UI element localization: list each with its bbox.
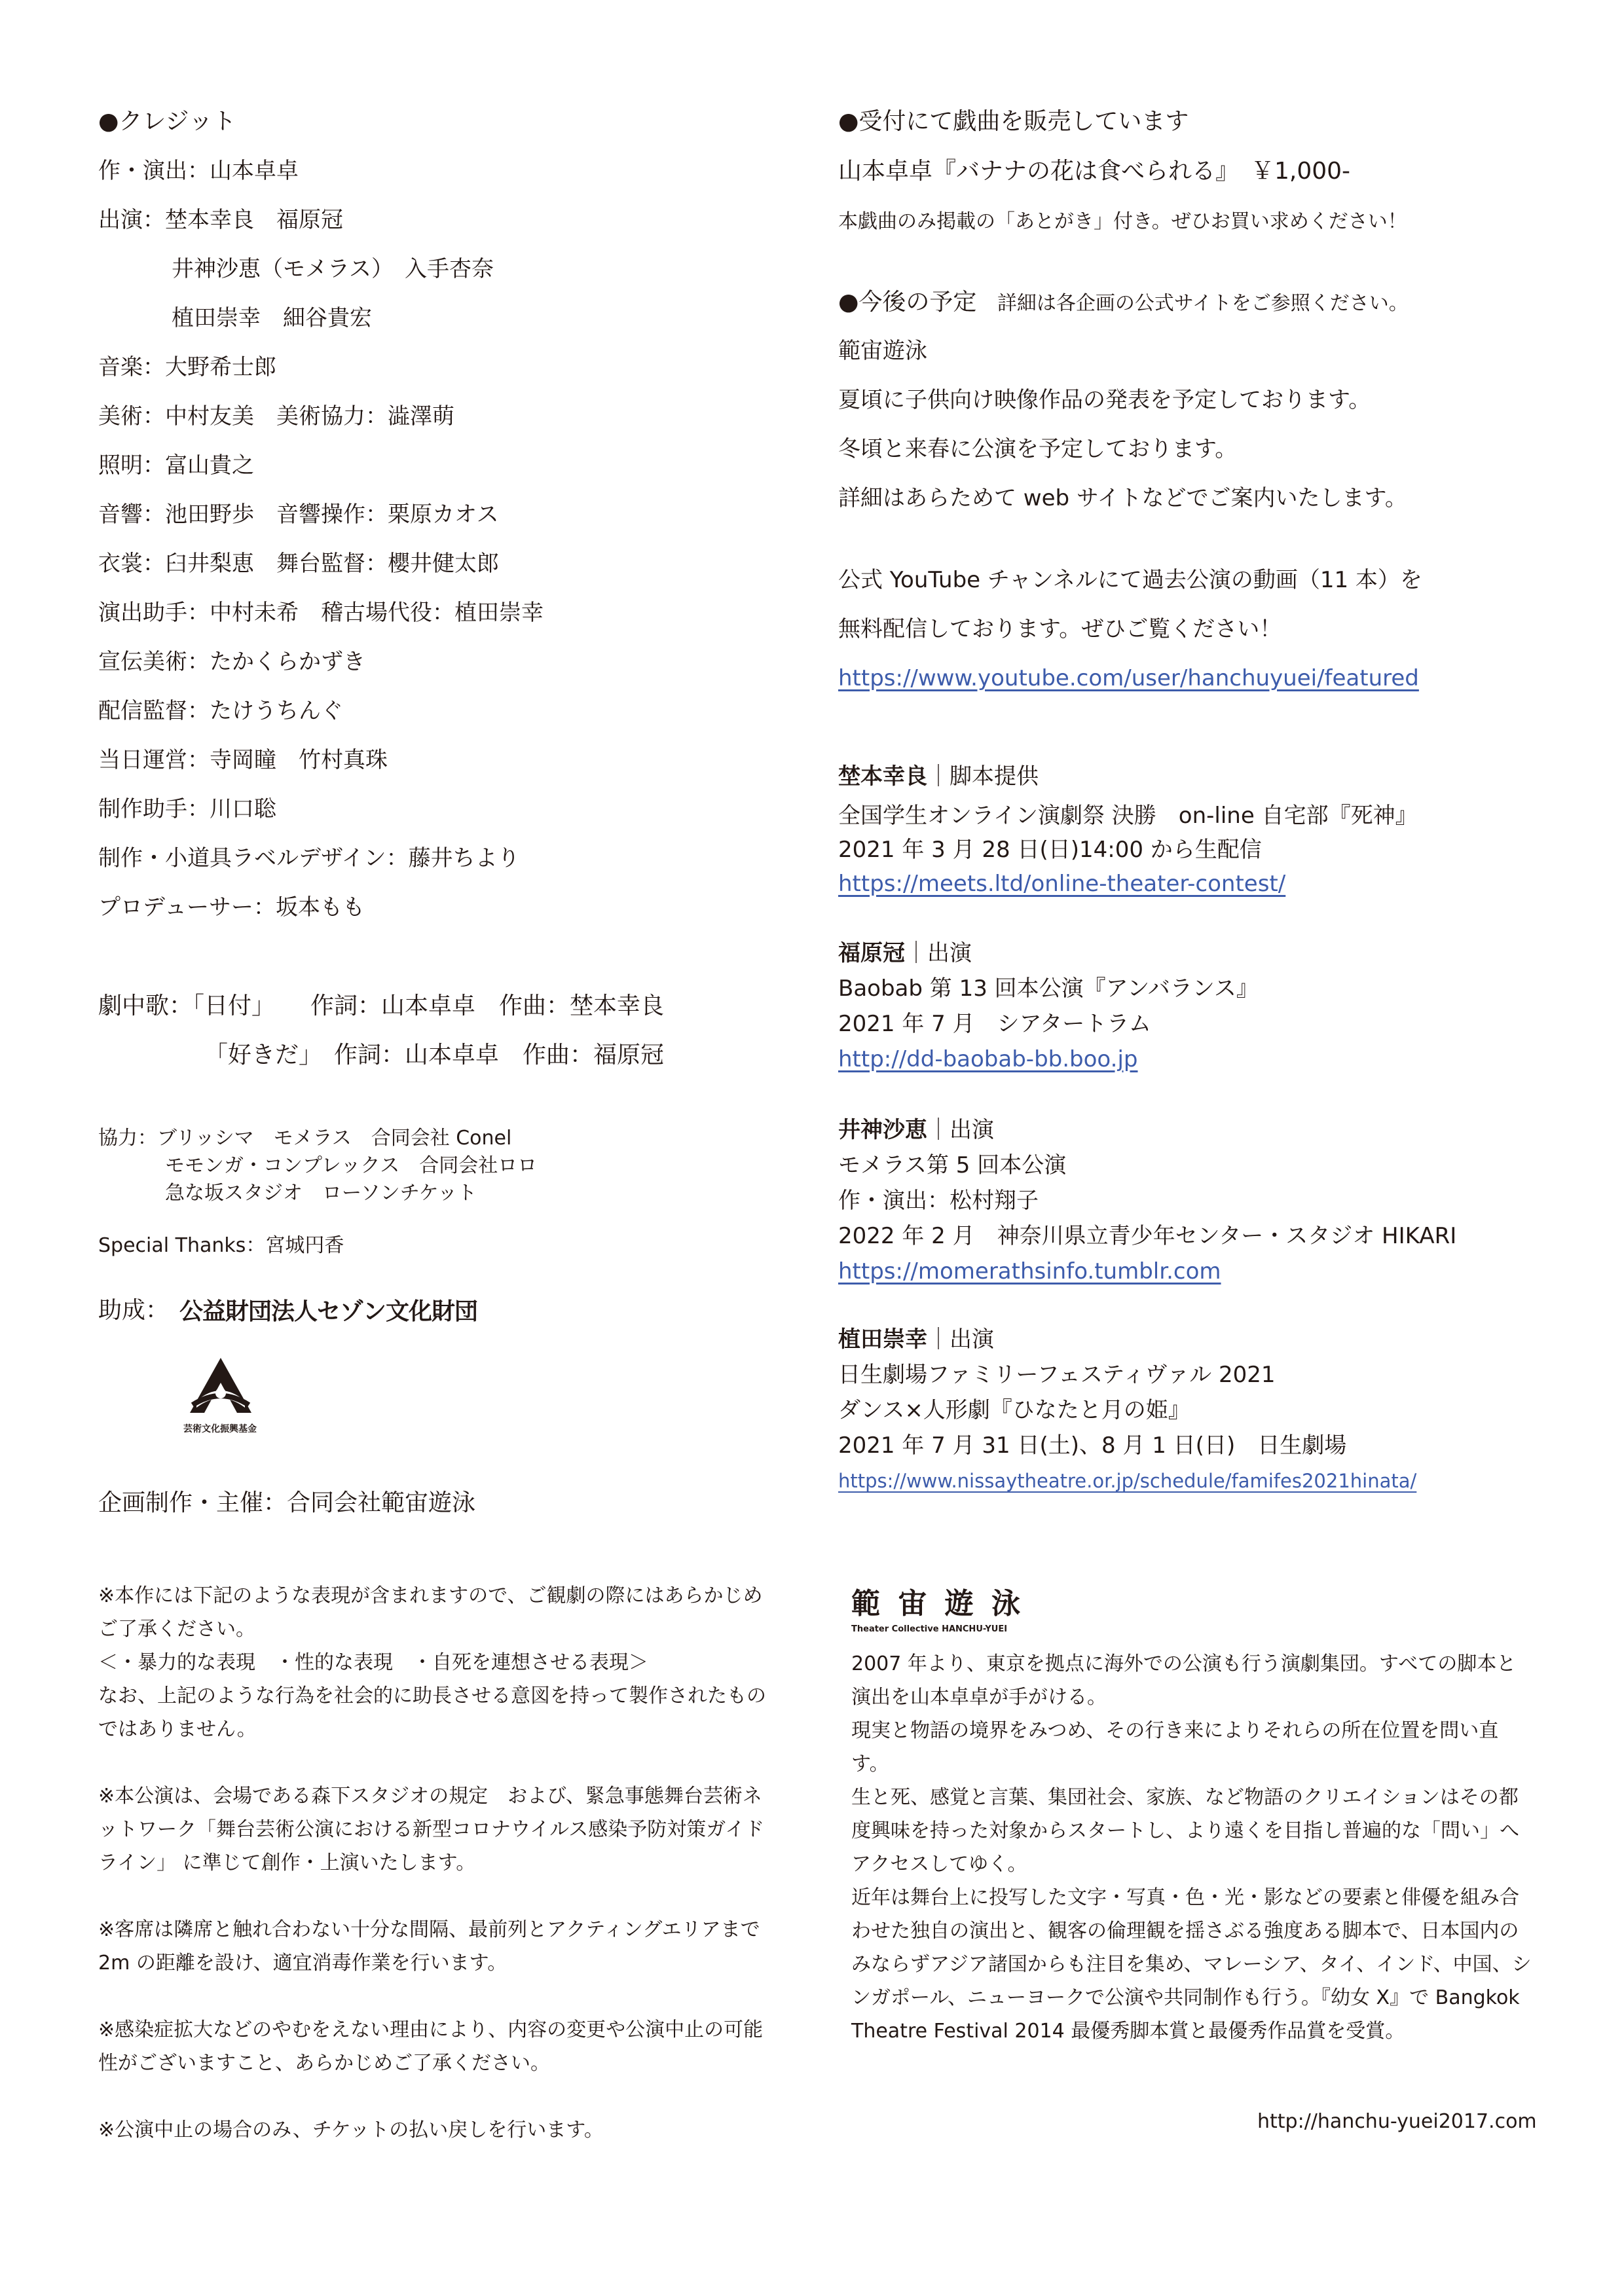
schedule-line: 冬頃と来春に公演を予定しております。: [838, 436, 1238, 462]
member-header: [838, 938, 972, 968]
notice-paragraph: ※客席は隣席と触れ合わない十分な間隔、最前列とアクティングエリアまで 2m の距離を設け、適宜消毒作業を行います。: [98, 1918, 760, 1975]
company-logo-text: 範 宙 遊 泳: [851, 1587, 1024, 1620]
company-paragraph: 近年は舞台上に投写した文字・写真・色・光・影などの要素と俳優を組み合わせた独自の演出と、観客の倫理観を揺さぶる強度ある脚本で、日本国内のみならずアジア諸国からも注目を集め、マレーシア、タイ、インド、中国、シンガポール、ニューヨークで公演や共同制作も行う。『幼女 X』で Bangkok Theatre Festival 2014 最優秀脚本賞と最優秀作品賞を受賞。: [851, 1886, 1532, 2043]
schedule-heading: [838, 287, 1409, 319]
arts-fund-label: 芸術文化振興基金: [183, 1424, 257, 1434]
credit-line: 音楽：大野希士郎: [98, 354, 276, 380]
member-name: 埜本幸良: [838, 763, 927, 790]
member-detail: 作・演出：松村翔子: [838, 1188, 1039, 1214]
schedule-line: 夏頃に子供向け映像作品の発表を予定しております。: [838, 387, 1371, 413]
notice-paragraph: ＜・暴力的な表現 ・性的な表現 ・自死を連想させる表現＞: [98, 1651, 648, 1674]
company-logo: [851, 1587, 1024, 1635]
arts-fund-icon: [178, 1355, 263, 1421]
member-detail: モメラス第 5 回本公演: [838, 1152, 1067, 1178]
company-logo-subtitle: Theater Collective HANCHU-YUEI: [851, 1624, 1008, 1634]
credit-line: 音響：池田野歩 音響操作：栗原カオス: [98, 501, 499, 528]
member-detail: Baobab 第 13 回本公演『アンバランス』: [838, 975, 1259, 1002]
company-paragraph: 2007 年より、東京を拠点に海外での公演も行う演劇集団。すべての脚本と演出を山本卓卓が手がける。: [851, 1652, 1517, 1709]
schedule-org: 範宙遊泳: [838, 338, 927, 364]
song-line: 「好きだ」 作詞：山本卓卓 作曲：福原冠: [204, 1042, 665, 1068]
company-url[interactable]: http://hanchu-yuei2017.com: [1257, 2110, 1537, 2133]
member-detail: ダンス×人形劇『ひなたと月の姫』: [838, 1397, 1190, 1423]
credit-line: 衣裳：臼井梨恵 舞台監督：櫻井健太郎: [98, 551, 499, 577]
cooperation-line: 協力：ブリッシマ モメラス 合同会社 Conel: [98, 1127, 512, 1150]
notice-paragraph: ※本作には下記のような表現が含まれますので、ご観劇の際にはあらかじめご了承ください。: [98, 1584, 763, 1641]
organizer: 企画制作・主催：合同会社範宙遊泳: [98, 1489, 476, 1516]
credit-line: 制作・小道具ラベルデザイン：藤井ちより: [98, 845, 520, 871]
song-line: 劇中歌：「日付」 作詞：山本卓卓 作曲：埜本幸良: [98, 993, 665, 1019]
credit-line: 出演：埜本幸良 福原冠: [98, 207, 343, 233]
credit-line: 植田崇幸 細谷貴宏: [172, 305, 372, 331]
arts-fund-logo: [178, 1355, 263, 1435]
youtube-line: 無料配信しております。ぜひご覧ください！: [838, 616, 1282, 642]
credit-line: 当日運営：寺岡瞳 竹村真珠: [98, 747, 388, 773]
member-link[interactable]: http://dd-baobab-bb.boo.jp: [838, 1046, 1138, 1072]
credit-line: 作・演出：山本卓卓: [98, 158, 299, 184]
credit-line: 配信監督：たけうちんぐ: [98, 698, 343, 724]
sales-item: 山本卓卓『バナナの花は食べられる』 ￥1,000-: [838, 158, 1351, 185]
schedule-heading-note: 詳細は各企画の公式サイトをご参照ください。: [997, 292, 1409, 315]
special-thanks: Special Thanks：宮城円香: [98, 1234, 344, 1257]
member-link[interactable]: https://momerathsinfo.tumblr.com: [838, 1258, 1221, 1285]
sales-note: 本戯曲のみ掲載の「あとがき」付き。ぜひお買い求めください！: [838, 210, 1407, 233]
notice-paragraph: ※感染症拡大などのやむをえない理由により、内容の変更や公演中止の可能性がございますこと、あらかじめご了承ください。: [98, 2018, 764, 2075]
member-name: 植田崇幸: [838, 1326, 927, 1353]
member-role: ｜脚本提供: [927, 763, 1039, 790]
credit-line: プロデューサー：坂本もも: [98, 894, 365, 920]
member-header: [838, 1115, 994, 1145]
member-detail: 全国学生オンライン演劇祭 決勝 on-line 自宅部『死神』: [838, 803, 1418, 829]
youtube-line: 公式 YouTube チャンネルにて過去公演の動画（11 本）を: [838, 567, 1422, 593]
member-detail: 2021 年 7 月 31 日(土)、8 月 1 日(日) 日生劇場: [838, 1432, 1347, 1459]
member-link[interactable]: https://www.nissaytheatre.or.jp/schedule/famifes2021hinata/: [838, 1470, 1417, 1492]
notice-paragraph: ※公演中止の場合のみ、チケットの払い戻しを行います。: [98, 2119, 604, 2141]
member-detail: 2021 年 7 月 シアタートラム: [838, 1011, 1151, 1037]
credit-line: 美術：中村友美 美術協力：澁澤萌: [98, 403, 454, 429]
schedule-heading-title: ●今後の予定: [838, 289, 977, 316]
credit-line: 照明：富山貴之: [98, 452, 254, 479]
cooperation-line: モモンガ・コンプレックス 合同会社ロロ: [165, 1154, 538, 1177]
sales-heading: ●受付にて戯曲を販売しています: [838, 108, 1189, 135]
credit-line: 宣伝美術：たかくらかずき: [98, 649, 365, 675]
member-detail: 2022 年 2 月 神奈川県立青少年センター・スタジオ HIKARI: [838, 1223, 1457, 1249]
member-header: [838, 1324, 994, 1355]
member-name: 井神沙恵: [838, 1117, 927, 1143]
member-link[interactable]: https://meets.ltd/online-theater-contest/: [838, 871, 1286, 897]
member-name: 福原冠: [838, 940, 905, 966]
credit-line: 制作助手：川口聡: [98, 796, 276, 822]
schedule-line: 詳細はあらためて web サイトなどでご案内いたします。: [838, 485, 1407, 511]
member-role: ｜出演: [927, 1117, 994, 1143]
credit-line: 演出助手：中村未希 稽古場代役：植田崇幸: [98, 600, 544, 626]
notice-paragraph: なお、上記のような行為を社会的に助長させる意図を持って製作されたものではありません。: [98, 1685, 766, 1741]
credit-line: 井神沙恵（モメラス） 入手杏奈: [172, 256, 494, 282]
company-paragraph: 現実と物語の境界をみつめ、その行き来によりそれらの所在位置を問い直す。: [851, 1719, 1499, 1776]
notice-paragraph: ※本公演は、会場である森下スタジオの規定 および、緊急事態舞台芸術ネットワーク「舞台芸術公演における新型コロナウイルス感染予防対策ガイドライン」 に準じて創作・上演いたします。: [98, 1785, 765, 1874]
company-paragraph: 生と死、感覚と言葉、集団社会、家族、など物語のクリエイションはその都度興味を持った対象からスタートし、より遠くを目指し普遍的な「問い」へアクセスしてゆく。: [851, 1786, 1519, 1876]
member-role: ｜出演: [927, 1326, 994, 1353]
member-detail: 2021 年 3 月 28 日(日)14:00 から生配信: [838, 837, 1262, 863]
support-label: 助成：: [98, 1297, 170, 1324]
youtube-link[interactable]: https://www.youtube.com/user/hanchuyuei/featured: [838, 665, 1419, 691]
saison-foundation-logo: 公益財団法人セゾン文化財団: [179, 1298, 478, 1325]
credits-heading: ●クレジット: [98, 108, 236, 135]
member-role: ｜出演: [905, 940, 972, 966]
member-detail: 日生劇場ファミリーフェスティヴァル 2021: [838, 1362, 1276, 1388]
cooperation-line: 急な坂スタジオ ローソンチケット: [165, 1182, 477, 1205]
member-header: [838, 761, 1039, 792]
